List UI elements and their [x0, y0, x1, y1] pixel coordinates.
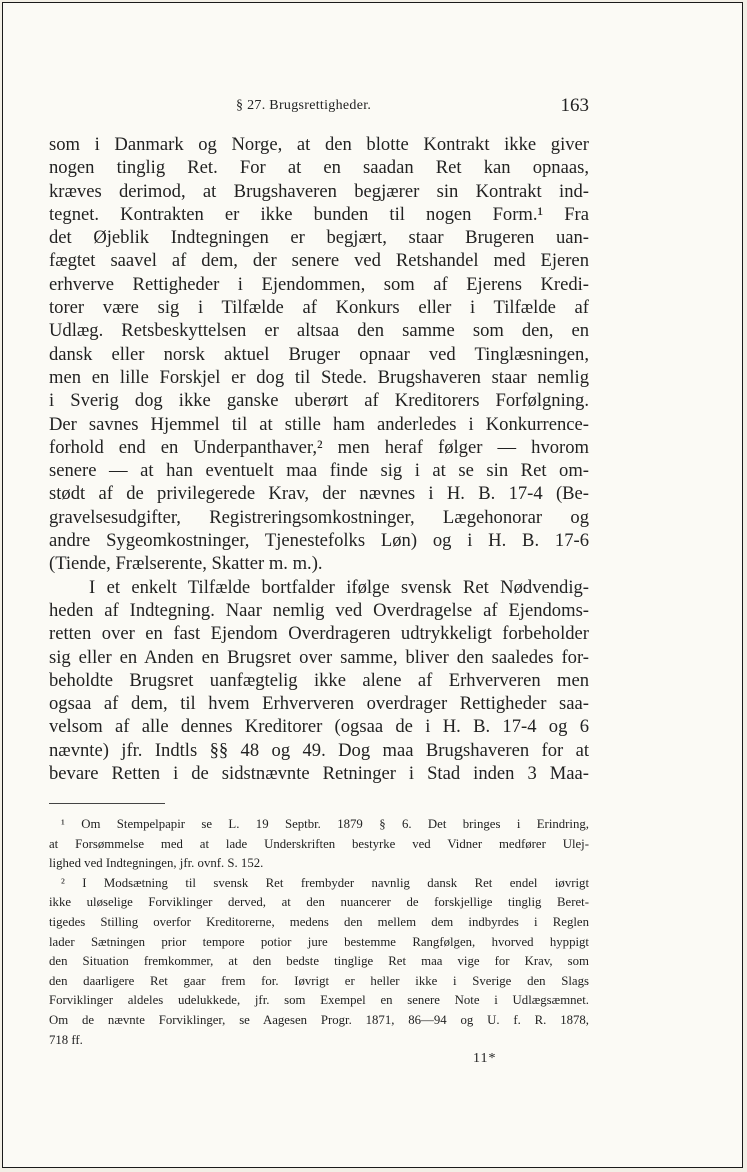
text-line: andre Sygeomkostninger, Tjenestefolks Løn) og i H. B. 17-6: [49, 530, 589, 552]
footnote-line: ¹ Om Stempelpapir se L. 19 Septbr. 1879 § 6. Det bringes i Erindring,: [61, 817, 589, 831]
book-page: [2, 2, 743, 1168]
text-line: nævnte) jfr. Indtls §§ 48 og 49. Dog maa Brugshaveren for at: [49, 739, 589, 761]
text-line: men en lille Forskjel er dog til Stede. Brugshaveren staar nemlig: [49, 366, 589, 388]
text-line: retten over en fast Ejendom Overdrageren udtrykkeligt forbeholder: [49, 623, 589, 645]
text-line: heden af Indtegning. Naar nemlig ved Overdragelse af Ejendoms-: [49, 599, 589, 621]
footnote-line: Forviklinger aldeles udelukkede, jfr. som Exempel en senere Note i Udlægsæmnet.: [49, 993, 589, 1008]
text-line: i Sverig dog ikke ganske uberørt af Kreditorers Forfølgning.: [49, 390, 589, 412]
main-text: [49, 133, 589, 785]
footnote-line: 718 ff.: [49, 1032, 83, 1047]
text-line: erhverve Rettigheder i Ejendommen, som af Ejerens Kredi-: [49, 273, 589, 295]
footnote-line: den daarligere Ret gaar frem for. Iøvrigt er heller ikke i Sverige den Slags: [49, 973, 589, 988]
text-line: velsom af alle dennes Kreditorer (ogsaa de i H. B. 17-4 og 6: [49, 716, 589, 738]
section-heading: § 27. Brugsrettigheder.: [236, 98, 372, 113]
text-line: gravelsesudgifter, Registreringsomkostninger, Lægehonorar og: [49, 506, 589, 528]
text-line: tegnet. Kontrakten er ikke bunden til nogen Form.¹ Fra: [49, 203, 589, 225]
text-line: (Tiende, Frælserente, Skatter m. m.).: [49, 553, 323, 575]
text-line: kræves derimod, at Brugshaveren begjærer sin Kontrakt ind-: [49, 180, 589, 202]
text-line: fægtet saavel af dem, der senere ved Retshandel med Ejeren: [49, 250, 589, 272]
text-line: som i Danmark og Norge, at den blotte Kontrakt ikke giver: [49, 134, 589, 155]
text-line: bevare Retten i de sidstnævnte Retninger i Stad inden 3 Maa-: [49, 763, 589, 785]
footnote-line: Om de nævnte Forviklinger, se Aagesen Progr. 1871, 86—94 og U. f. R. 1878,: [49, 1012, 589, 1027]
footnote-divider: [49, 803, 165, 804]
text-line: I et enkelt Tilfælde bortfalder ifølge svensk Ret Nødvendig-: [89, 576, 589, 598]
text-line: dansk eller norsk aktuel Bruger opnaar ved Tinglæsningen,: [49, 343, 589, 365]
text-line: forhold end en Underpanthaver,² men heraf følger — hvorom: [49, 436, 589, 458]
text-line: ogsaa af dem, til hvem Erhververen overdrager Rettigheder saa-: [49, 693, 589, 715]
footnote-line: den Situation fremkommer, at den bedste tinglige Ret maa vige for Krav, som: [49, 954, 589, 969]
text-line: beholdte Brugsret uanfægtelig ikke alene af Erhververen men: [49, 669, 589, 691]
footnote-line: lighed ved Indtegningen, jfr. ovnf. S. 152.: [49, 856, 264, 871]
text-line: sig eller en Anden en Brugsret over samme, bliver den saaledes for-: [49, 646, 589, 668]
text-line: nogen tinglig Ret. For at en saadan Ret kan opnaas,: [49, 157, 589, 179]
text-line: det Øjeblik Indtegningen er begjært, staar Brugeren uan-: [49, 227, 589, 249]
text-line: Udlæg. Retsbeskyttelsen er altsaa den samme som den, en: [49, 320, 589, 342]
footnote-line: ² I Modsætning til svensk Ret frembyder navnlig dansk Ret endel iøvrigt: [61, 875, 589, 890]
text-line: torer være sig i Tilfælde af Konkurs eller i Tilfælde af: [49, 297, 589, 319]
page-number: 163: [560, 95, 589, 116]
footnote-line: lader Sætningen prior tempore potior jure bestemme Rangfølgen, hvorved hyppigt: [49, 934, 589, 949]
running-header: [49, 95, 589, 121]
text-line: senere — at han eventuelt maa finde sig i at se sin Ret om-: [49, 460, 589, 482]
text-line: stødt af de privilegerede Krav, der nævnes i H. B. 17-4 (Be-: [49, 483, 589, 505]
text-line: Der savnes Hjemmel til at stille ham anderledes i Konkurrence-: [49, 413, 589, 435]
printer-signature: 11*: [473, 1051, 497, 1066]
footnote-line: tigedes Stilling overfor Kreditorerne, medens den mellem dem indbyrdes i Reglen: [49, 914, 589, 929]
footnotes: [49, 815, 589, 1050]
footnote-line: at Forsømmelse med at lade Underskriften bestyrke ved Vidner medfører Ulej-: [49, 836, 589, 851]
footnote-line: ikke uløselige Forviklinger derved, at den nuancerer de forskjellige tinglig Beret-: [49, 895, 589, 910]
